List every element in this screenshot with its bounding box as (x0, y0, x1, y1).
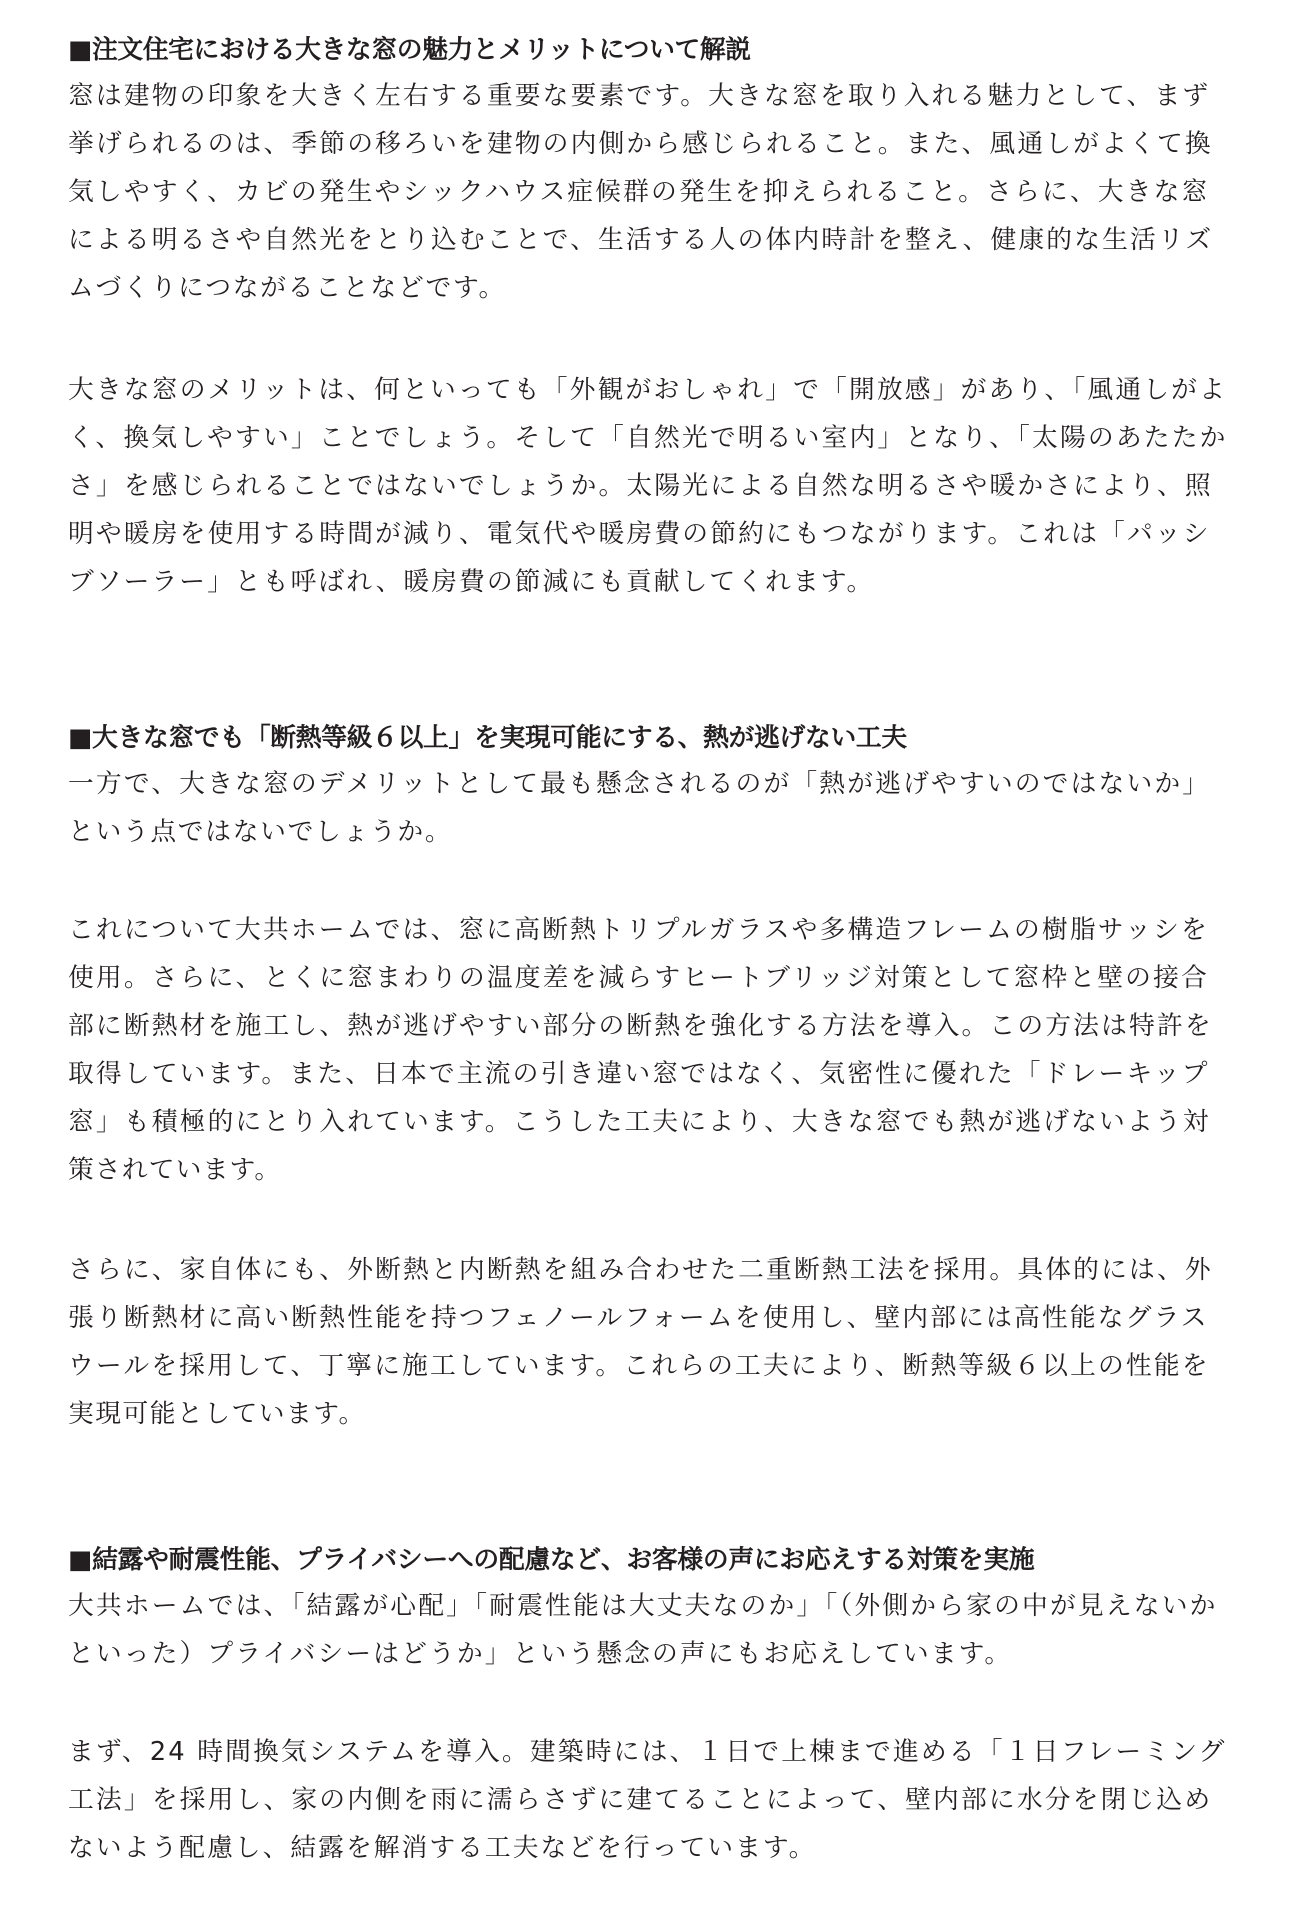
text-line: さらに、家自体にも、外断熱と内断熱を組み合わせた二重断熱工法を採用。具体的には、外 (68, 1255, 1213, 1285)
text-line: く、換気しやすい」ことでしょう。そして「自然光で明るい室内」となり、「太陽のあたたか (68, 423, 1228, 453)
section-heading: ■注文住宅における大きな窓の魅力とメリットについて解説 (68, 35, 751, 65)
text-line: 窓は建物の印象を大きく左右する重要な要素です。大きな窓を取り入れる魅力として、まず (68, 81, 1211, 111)
text-line: まず、24 時間換気システムを導入。建築時には、１日で上棟まで進める「１日フレーミング (68, 1737, 1227, 1767)
paragraph (68, 1246, 1268, 1438)
text-line: 使用。さらに、とくに窓まわりの温度差を減らすヒートブリッジ対策として窓枠と壁の接合 (68, 963, 1209, 993)
text-line: による明るさや自然光をとり込むことで、生活する人の体内時計を整え、健康的な生活リズ (68, 225, 1214, 255)
text-line: という点ではないでしょうか。 (68, 817, 453, 847)
paragraph (68, 72, 1268, 312)
text-line: 大きな窓のメリットは、何といっても「外観がおしゃれ」で「開放感」があり、「風通しがよ (68, 375, 1228, 405)
text-line: 一方で、大きな窓のデメリットとして最も懸念されるのが「熱が逃げやすいのではないか」 (68, 769, 1211, 799)
text-line: これについて大共ホームでは、窓に高断熱トリプルガラスや多構造フレームの樹脂サッシを (68, 915, 1209, 945)
text-line: ムづくりにつながることなどです。 (68, 273, 507, 303)
text-line: 気しやすく、カビの発生やシックハウス症候群の発生を抑えられること。さらに、大きな窓 (68, 177, 1210, 207)
section-heading: ■結露や耐震性能、プライバシーへの配慮など、お客様の声にお応えする対策を実施 (68, 1545, 1035, 1575)
paragraph (68, 366, 1268, 606)
text-line: ないよう配慮し、結露を解消する工夫などを行っています。 (68, 1833, 817, 1863)
text-line: 明や暖房を使用する時間が減り、電気代や暖房費の節約にもつながります。これは「パッシ (68, 519, 1211, 549)
text-line: 挙げられるのは、季節の移ろいを建物の内側から感じられること。また、風通しがよくて換 (68, 129, 1213, 159)
text-line: 大共ホームでは、「結露が心配」「耐震性能は大丈夫なのか」「（外側から家の中が見えないか (68, 1591, 1218, 1621)
text-line: さ」を感じられることではないでしょうか。太陽光による自然な明るさや暖かさにより、照 (68, 471, 1213, 501)
section-heading: ■大きな窓でも「断熱等級６以上」を実現可能にする、熱が逃げない工夫 (68, 723, 907, 753)
paragraph (68, 906, 1268, 1194)
text-line: 策されています。 (68, 1155, 282, 1185)
text-line: ブソーラー」とも呼ばれ、暖房費の節減にも貢献してくれます。 (68, 567, 875, 597)
text-line: 部に断熱材を施工し、熱が逃げやすい部分の断熱を強化する方法を導入。この方法は特許を (68, 1011, 1213, 1041)
text-line: 実現可能としています。 (68, 1399, 366, 1429)
text-line: といった）プライバシーはどうか」という懸念の声にもお応えしています。 (68, 1639, 1013, 1669)
text-line: 工法」を採用し、家の内側を雨に濡らさずに建てることによって、壁内部に水分を閉じ込め (68, 1785, 1213, 1815)
text-line: ウールを採用して、丁寧に施工しています。これらの工夫により、断熱等級６以上の性能を (68, 1351, 1210, 1381)
paragraph (68, 760, 1268, 856)
text-line: 取得しています。また、日本で主流の引き違い窓ではなく、気密性に優れた「ドレーキップ (68, 1059, 1210, 1089)
paragraph (68, 1728, 1268, 1872)
text-line: 張り断熱材に高い断熱性能を持つフェノールフォームを使用し、壁内部には高性能なグラス (68, 1303, 1209, 1333)
paragraph (68, 1582, 1268, 1678)
text-line: 窓」も積極的にとり入れています。こうした工夫により、大きな窓でも熱が逃げないよう対 (68, 1107, 1211, 1137)
